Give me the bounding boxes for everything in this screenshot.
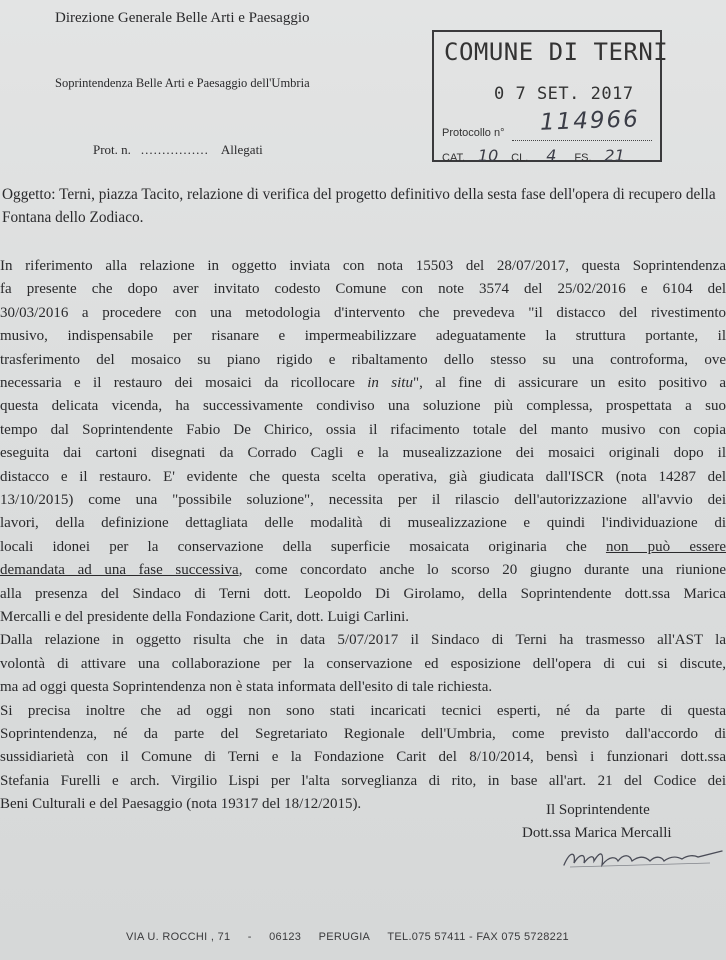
body-line: tempo dal Soprintendente Fabio De Chirico, ossia il rifacimento totale del manto musivo con copia (0, 421, 726, 438)
body-line: volontà di attivare una collaborazione per la conservazione ed esposizione dell'opera di cui si discute, (0, 655, 726, 672)
body-line: fa presente che dopo aver invitato codesto Comune con note 3574 del 25/02/2016 e 6104 del (0, 281, 726, 298)
body-line: Stefania Furelli e arch. Virgilio Lispi per l'alta sorveglianza di rito, in base all'art. 21 del Codice dei (0, 772, 726, 789)
prot-dots: ................ (140, 142, 209, 157)
municipal-stamp (432, 30, 669, 165)
sub-department-heading: Soprintendenza Belle Arti e Paesaggio dell'Umbria (55, 76, 310, 90)
footer-city: PERUGIA (318, 931, 371, 943)
body-line: necessaria e il restauro dei mosaici da ricollocare in situ", al fine di assicurare un esito positivo a (0, 375, 726, 391)
signatory-name: Dott.ssa Marica Mercalli (522, 825, 672, 841)
body-line: lavori, della definizione dettagliata delle modalità di musealizzazione e quindi l'individuazione di (0, 515, 726, 532)
stamp-protocol-dotline (512, 140, 652, 141)
footer-separator: - (247, 931, 252, 943)
protocol-row (93, 142, 263, 158)
body-line: sussidiarietà con il Comune di Terni e la Fondazione Carit del 8/10/2014, bensì i funzionari dott.ssa (0, 749, 726, 766)
body-line: 30/03/2016 a procedere con una metodologia d'intervento che prevedeva "il distacco del rivestimento (0, 304, 726, 321)
stamp-protocol-label: Protocollo n° (442, 127, 505, 139)
signatory-title: Il Soprintendente (546, 802, 650, 818)
stamp-title: COMUNE DI TERNI (444, 38, 669, 66)
body-line: demandata ad una fase successiva, come concordato anche lo scorso 20 giugno durante una riunione (0, 562, 726, 579)
handwritten-signature (560, 843, 725, 873)
body-line: musivo, indispensabile per risanare e impermeabilizzare adeguatamente la struttura portante, il (0, 328, 726, 345)
stamp-cat-label: CAT. (442, 152, 466, 164)
underlined-phrase: demandata ad una fase successiva (0, 562, 239, 579)
body-line: ma ad oggi questa Soprintendenza non è stata informata dell'esito di tale richiesta. (0, 679, 493, 696)
stamp-classification-row (442, 146, 635, 165)
body-line: Si precisa inoltre che ad oggi non sono stati incaricati tecnici esperti, né da parte di questa (0, 702, 726, 719)
allegati-label: Allegati (220, 142, 263, 157)
stamp-fs-label: FS. (574, 152, 592, 164)
italic-term: in situ (367, 375, 413, 391)
body-line: Mercalli e del presidente della Fondazione Carit, dott. Luigi Carlini. (0, 609, 410, 625)
stamp-cl-label: CL. (511, 152, 529, 164)
subject-line: Oggetto: Terni, piazza Tacito, relazione di verifica del progetto definitivo della sesta fase dell'opera di recupero della Fontana dello Zodiaco. (2, 186, 716, 226)
body-line: Dalla relazione in oggetto risulta che in data 5/07/2017 il Sindaco di Terni ha trasmesso all'AST la (0, 632, 726, 649)
body-line: Soprintendenza, né da parte del Segretariato Regionale dell'Umbria, come previsto dall'accordo di (0, 726, 726, 742)
stamp-date: 0 7 SET. 2017 (494, 84, 634, 104)
stamp-protocol-number: 114966 (539, 106, 641, 136)
body-line: questa delicata vicenda, ha successivamente condiviso una soluzione più complessa, prospettata a suo (0, 398, 726, 415)
body-line: distacco e il restauro. E' evidente che questa scelta operativa, già giudicata dall'ISCR (nota 14287 del (0, 468, 726, 485)
stamp-fs-value: 21 (604, 146, 625, 165)
footer-cap: 06123 (269, 931, 302, 943)
stamp-cl-value: 4 (546, 146, 557, 165)
cropped-top-text (430, 0, 726, 8)
body-line: eseguita dai cartoni disegnati da Corrado Cagli e la musealizzazione dei mosaici originali dopo il (0, 445, 726, 462)
body-line: Beni Culturali e del Paesaggio (nota 19317 del 18/12/2015). (0, 796, 362, 813)
department-heading: Direzione Generale Belle Arti e Paesaggio (55, 10, 310, 26)
stamp-cat-value: 10 (477, 146, 499, 165)
prot-label: Prot. n. (93, 142, 131, 157)
footer-address: VIA U. ROCCHI , 71 (126, 931, 231, 943)
body-line: trasferimento del mosaico su piano rigido e ribaltamento dello stesso su una controforma, ove (0, 351, 726, 368)
footer-phone-fax: TEL.075 57411 - FAX 075 5728221 (387, 931, 569, 943)
body-line: 13/10/2015) come una "possibile soluzione", necessita per il rilascio dell'autorizzazione all'avvio dei (0, 492, 726, 508)
body-line: In riferimento alla relazione in oggetto inviata con nota 15503 del 28/07/2017, questa Soprintendenza (0, 258, 726, 274)
body-line: alla presenza del Sindaco di Terni dott. Leopoldo Di Girolamo, della Soprintendente dott.ssa Marica (0, 585, 726, 602)
underlined-phrase: non può essere (605, 538, 726, 555)
body-line: locali idonei per la conservazione della superficie mosaicata originaria che non può essere (0, 538, 726, 555)
letterhead-footer (126, 931, 583, 943)
